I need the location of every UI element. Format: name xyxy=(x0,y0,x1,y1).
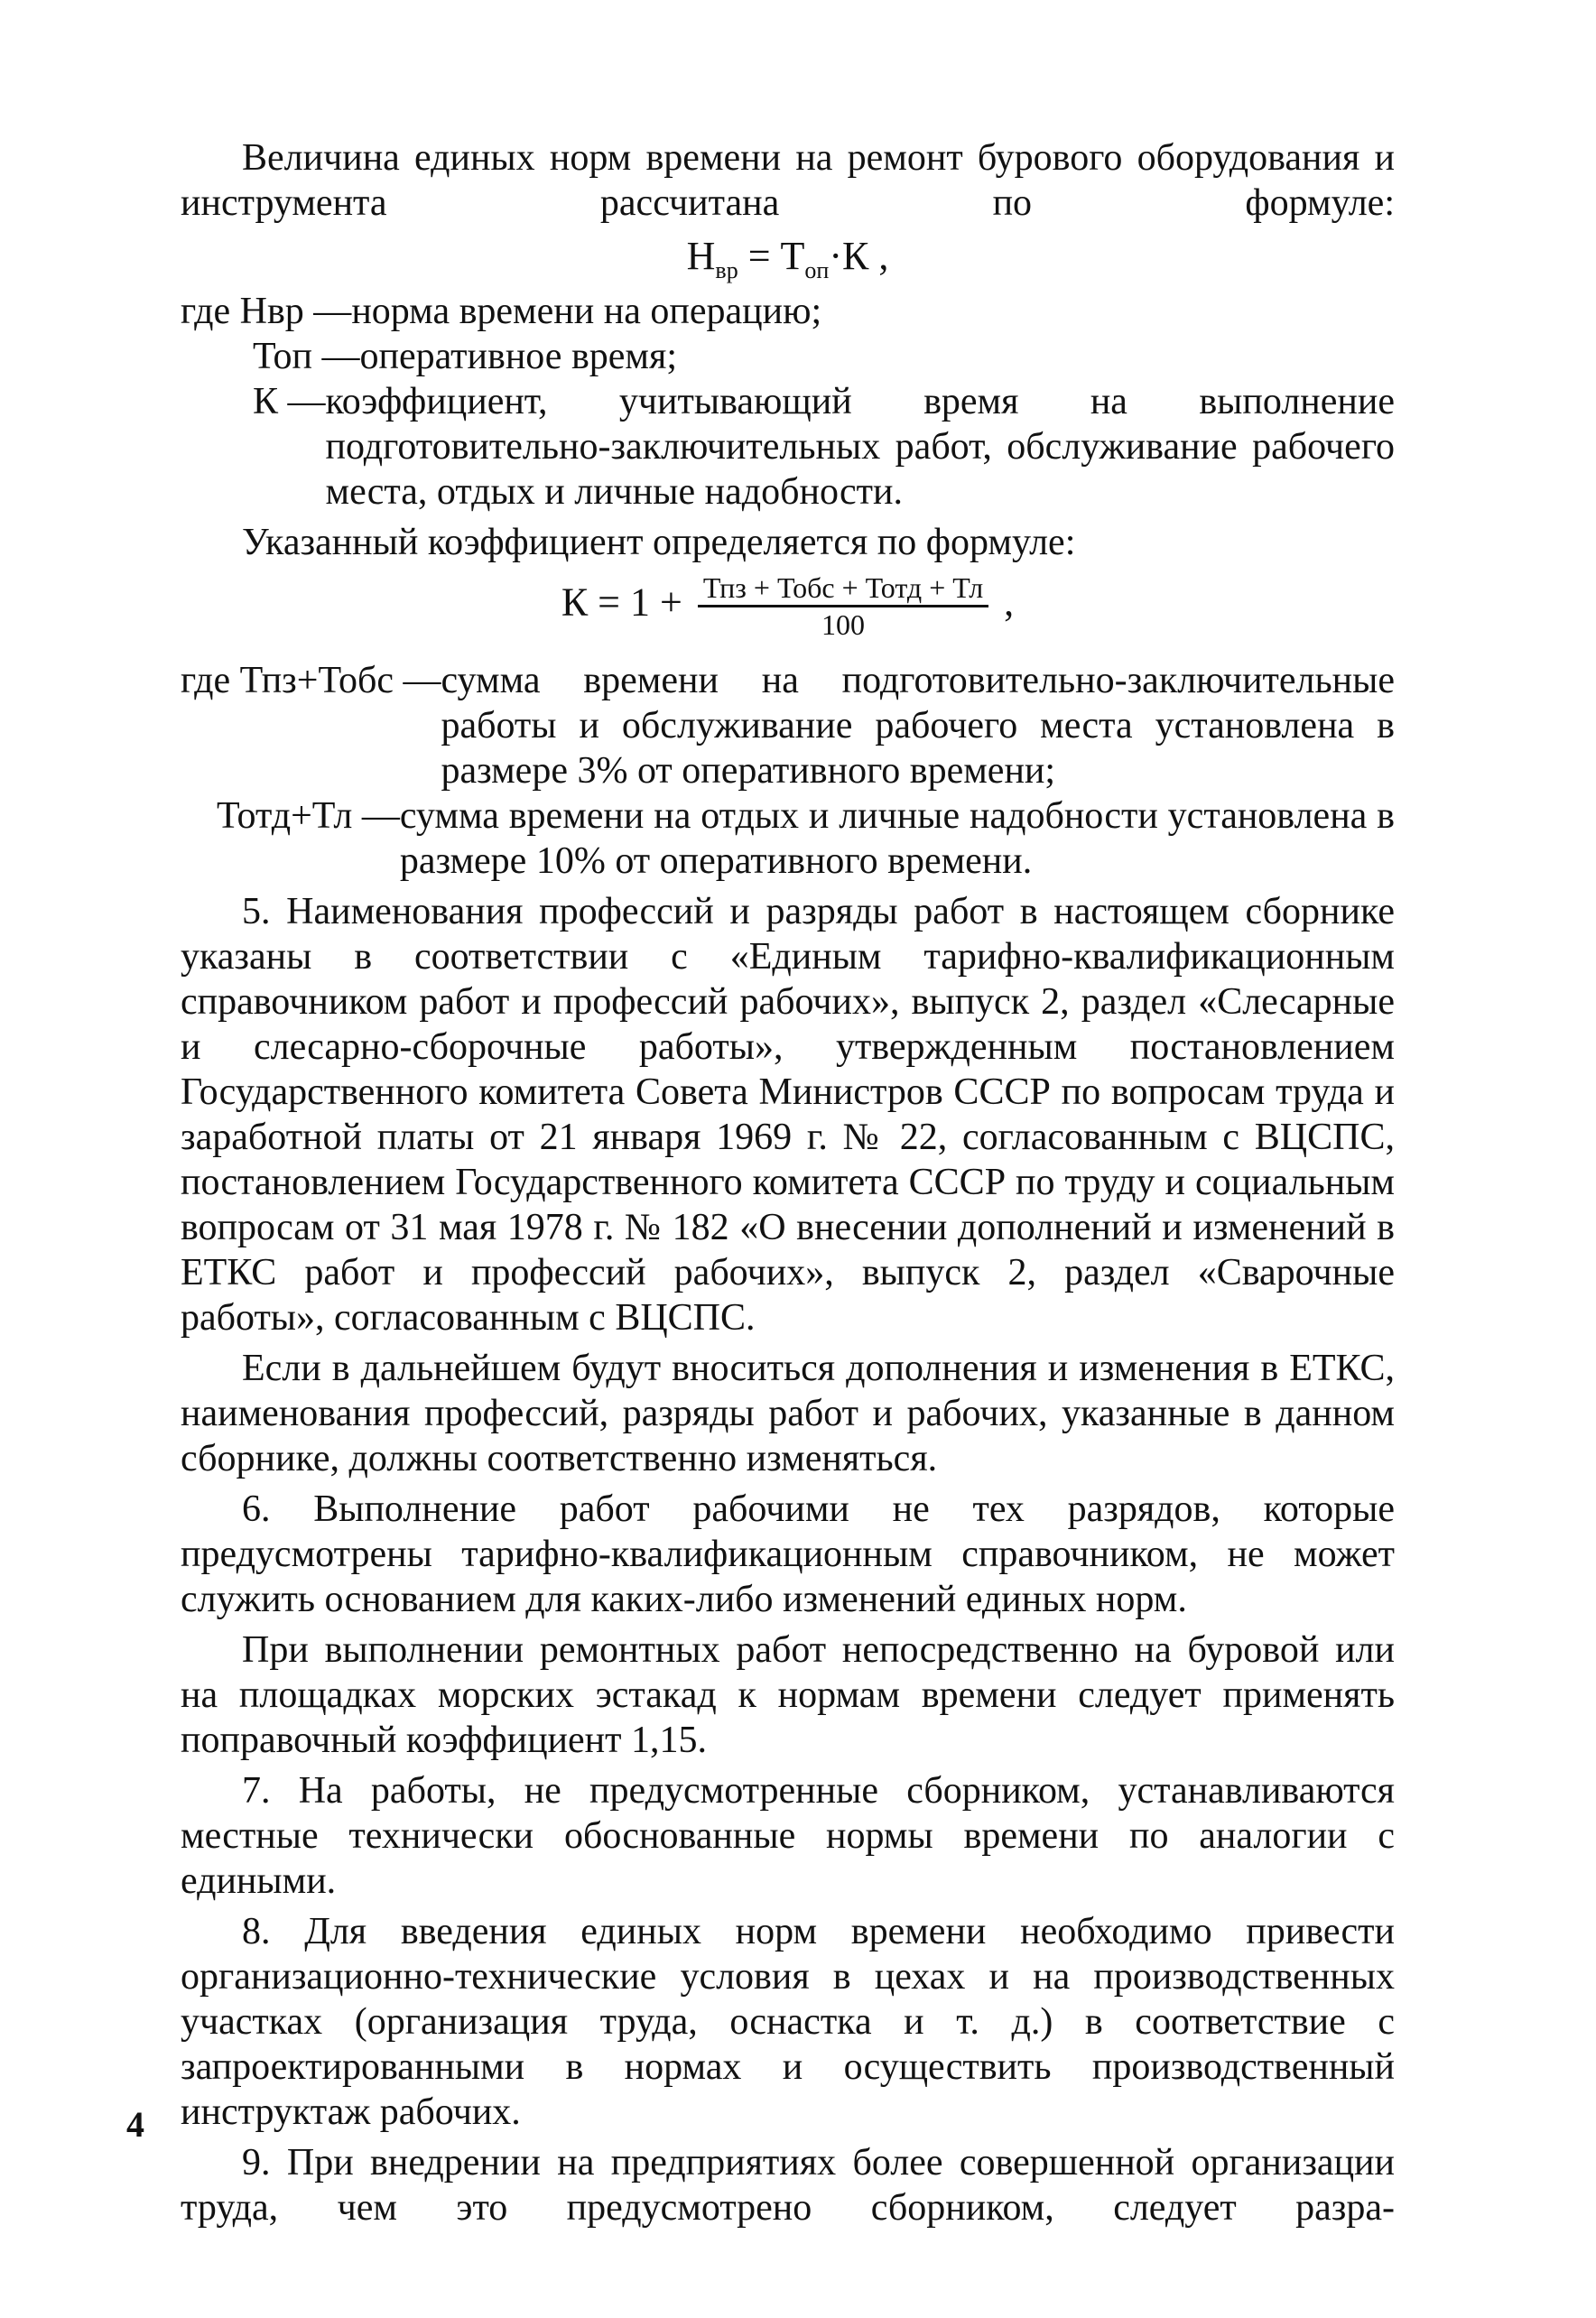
definition-row xyxy=(181,793,1395,884)
definition-row xyxy=(181,334,1395,379)
paragraph-9: 9. При внедрении на предприятиях более совершенной организации труда, чем это предусмотрено сборником, следует разра- xyxy=(181,2142,1395,2229)
formula2-tail: , xyxy=(1004,580,1015,625)
intro-paragraph: Величина единых норм времени на ремонт бурового оборудования и инструмента рассчитана по формуле: xyxy=(181,137,1395,224)
formula1-lhs: Н xyxy=(686,234,716,278)
paragraph-7: 7. На работы, не предусмотренные сборником, устанавливаются местные технически обоснованные нормы времени по аналогии с едиными. xyxy=(181,1770,1395,1902)
paragraph-8: 8. Для введения единых норм времени необходимо привести организационно-технические условия в цехах и на производственных участках (организация труда, оснастка и т. д.) в соответствие с запроектированными в нормах и осуществить производственный инструктаж рабочих. xyxy=(181,1911,1395,2133)
definition-term: где Нвр — xyxy=(181,291,352,332)
formula1-t-sub: оп xyxy=(804,256,830,283)
formula2-denominator: 100 xyxy=(821,608,865,641)
formula2-lhs: К = 1 + xyxy=(561,580,682,625)
definition-term: К — xyxy=(253,381,326,422)
definition-term: Топ — xyxy=(253,336,360,377)
definition-desc: сумма времени на отдых и личные надобности установлена в размере 10% от оперативного времени. xyxy=(399,795,1395,882)
text-body xyxy=(181,135,1395,2236)
paragraph-6-continued: При выполнении ремонтных работ непосредственно на буровой или на площадках морских эстакад к нормам времени следует применять поправочный коэффициент 1,15. xyxy=(181,1629,1395,1761)
formula-coefficient xyxy=(181,570,1395,642)
definition-row xyxy=(181,379,1395,515)
formula1-t: Т xyxy=(780,234,805,278)
page-number: 4 xyxy=(126,2104,144,2145)
formula2-numerator: Тпз + Тобс + Тотд + Тл xyxy=(698,570,988,607)
definition-term: Тотд+Тл — xyxy=(217,795,400,837)
paragraph-5: 5. Наименования профессий и разряды работ в настоящем сборнике указаны в соответствии с «Единым тарифно-квалификационным справочником работ и профессий рабочих», выпуск 2, раздел «Слесарные и слесарно-сборочные работы», утвержденным постановлением Государственного комитета Совета Министров СССР по вопросам труда и заработной платы от 21 января 1969 г. № 22, согласованным с ВЦСПС, постановлением Государственного комитета СССР по труду и социальным вопросам от 31 мая 1978 г. № 182 «О внесении дополнений и изменений в ЕТКС работ и профессий рабочих», выпуск 2, раздел «Сварочные работы», согласованным с ВЦСПС. xyxy=(181,891,1395,1339)
definition-row xyxy=(181,658,1395,793)
definition-row xyxy=(181,289,1395,334)
definitions-2 xyxy=(181,658,1395,884)
formula1-rest: ·К , xyxy=(829,234,889,278)
formula-norm-time xyxy=(181,231,1395,282)
definition-desc: норма времени на операцию; xyxy=(351,291,822,332)
definition-desc: коэффициент, учитывающий время на выполнение подготовительно-заключительных работ, обслуживание рабочего места, отдых и личные надобности. xyxy=(325,381,1395,513)
formula1-eq: = xyxy=(738,234,781,278)
definitions-1 xyxy=(181,289,1395,515)
coef-intro: Указанный коэффициент определяется по формуле: xyxy=(242,522,1076,563)
definition-desc: оперативное время; xyxy=(359,336,677,377)
formula1-lhs-sub: вр xyxy=(715,256,738,283)
paragraph-5-continued: Если в дальнейшем будут вноситься дополнения и изменения в ЕТКС, наименования профессий, разряды работ и рабочих, указанные в данном сборнике, должны соответственно изменяться. xyxy=(181,1348,1395,1479)
definition-term: где Тпз+Тобс — xyxy=(181,660,441,701)
formula2-fraction xyxy=(698,570,988,642)
definition-desc: сумма времени на подготовительно-заключительные работы и обслуживание рабочего места установлена в размере 3% от оперативного времени; xyxy=(441,660,1395,792)
paragraph-6: 6. Выполнение работ рабочими не тех разрядов, которые предусмотрены тарифно-квалификационным справочником, не может служить основанием для каких-либо изменений единых норм. xyxy=(181,1488,1395,1620)
